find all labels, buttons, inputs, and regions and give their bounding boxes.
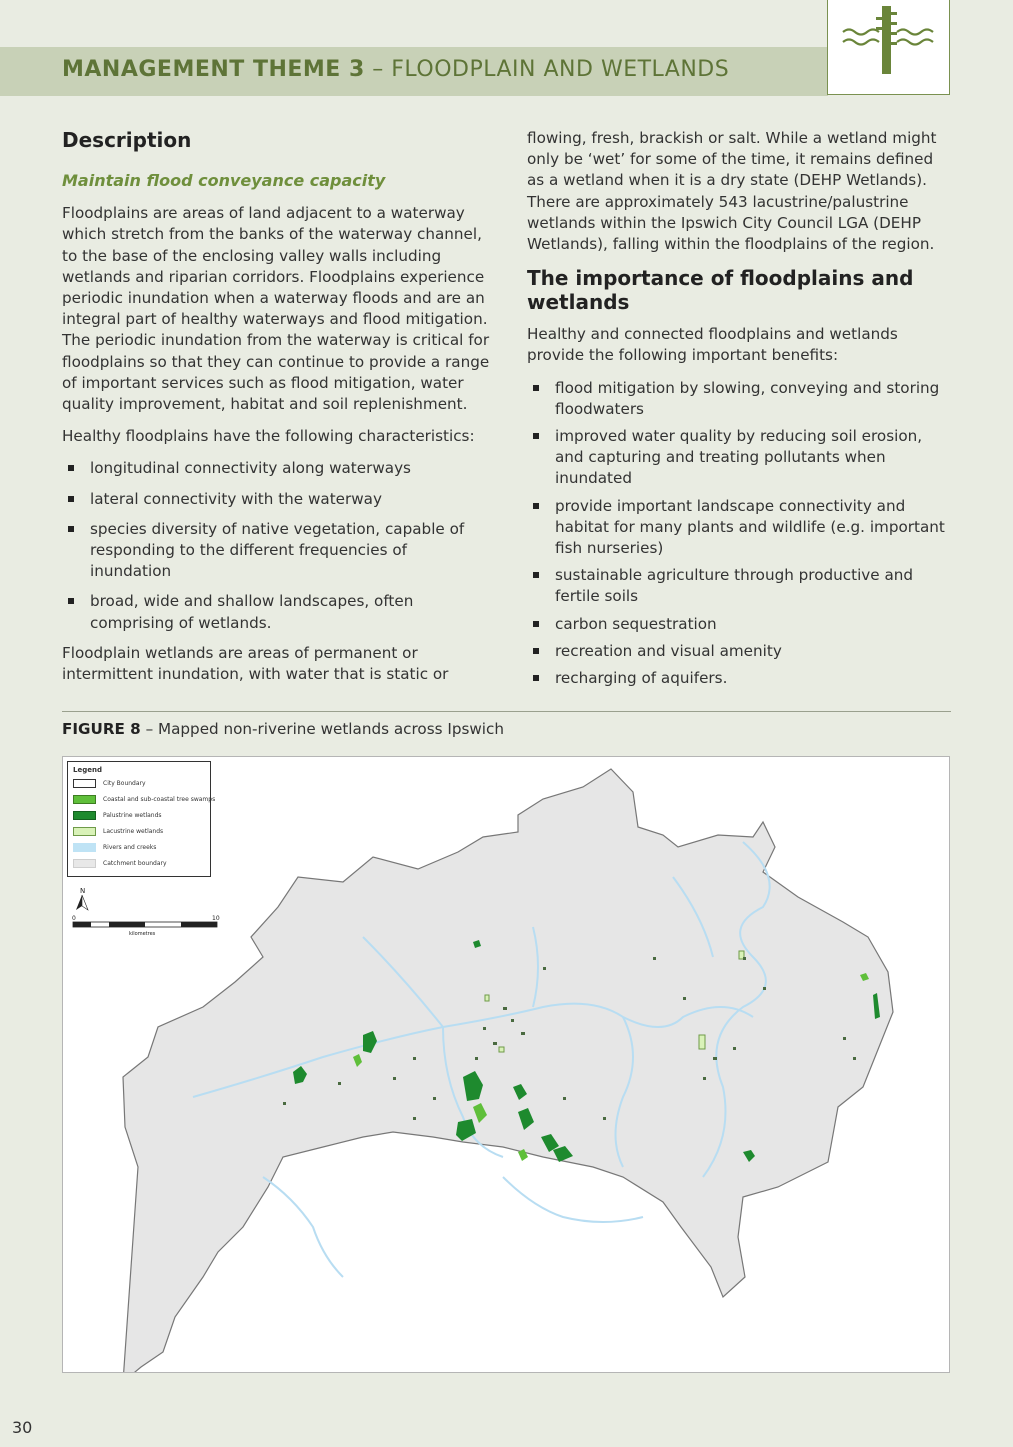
paragraph: Floodplains are areas of land adjacent to a waterway which stretch from the banks of the waterway channel, to the base of the enclosing valley walls including wetlands and riparian corridors. Floodplains experience periodic inundation when a waterway floods and are an integral part of healthy waterways and flood mitigation. The periodic inundation from the waterway is critical for floodplains so that they can continue to provide a range of important services such as flood mitigation, water quality improvement, habitat and soil replenishment.	[62, 204, 490, 414]
legend-swatch	[73, 795, 96, 804]
legend-item	[73, 794, 215, 804]
page-title	[62, 57, 729, 82]
list-item: species diversity of native vegetation, capable of responding to the different frequencies of inundation	[62, 519, 492, 583]
legend-item	[73, 778, 146, 788]
legend-swatch	[73, 779, 96, 788]
list-item: improved water quality by reducing soil erosion, and capturing and treating pollutants when inundated	[527, 426, 952, 490]
list-item: sustainable agriculture through productive and fertile soils	[527, 565, 952, 607]
legend-label: Rivers and creeks	[103, 843, 157, 851]
map-legend	[67, 761, 216, 877]
legend-item	[73, 858, 167, 868]
legend-label: City Boundary	[103, 779, 146, 787]
right-column	[527, 128, 952, 698]
scale-end: 10	[212, 915, 220, 922]
title-separator: –	[364, 57, 392, 82]
scale-unit: kilometres	[129, 931, 156, 937]
list-item: provide important landscape connectivity and habitat for many plants and wildlife (e.g. important fish nurseries)	[527, 496, 952, 560]
benefits-list	[527, 378, 952, 690]
figure-caption-text: Mapped non-riverine wetlands across Ipswich	[158, 720, 504, 738]
legend-label: Lacustrine wetlands	[103, 827, 164, 835]
north-label: N	[80, 887, 86, 895]
description-subheading: Maintain flood conveyance capacity	[62, 171, 386, 190]
legend-label: Coastal and sub-coastal tree swamps	[103, 795, 216, 803]
legend-swatch	[73, 843, 96, 852]
north-arrow-icon	[71, 885, 221, 937]
theme-icon-box	[827, 0, 950, 95]
legend-item	[73, 810, 162, 820]
list-item: longitudinal connectivity along waterways	[62, 458, 492, 479]
paragraph: flowing, fresh, brackish or salt. While a wetland might only be ‘wet’ for some of the time, it remains defined as a wetland when it is a dry state (DEHP Wetlands). There are approximately 543 lacustrine/palustrine wetlands within the Ipswich City Council LGA (DEHP Wetlands), falling within the floodplains of the region.	[527, 129, 937, 254]
list-item: recharging of aquifers.	[527, 668, 952, 689]
scale-bar	[71, 885, 221, 941]
legend-item	[73, 842, 156, 852]
city-boundary	[123, 769, 893, 1372]
legend-label: Catchment boundary	[103, 859, 167, 867]
list-item: recreation and visual amenity	[527, 641, 952, 662]
paragraph: Healthy and connected floodplains and wetlands provide the following important benefits:	[527, 325, 898, 365]
theme-label: MANAGEMENT THEME 3	[62, 57, 365, 82]
list-item: carbon sequestration	[527, 614, 952, 635]
scale-start: 0	[72, 915, 76, 922]
legend-item	[73, 826, 163, 836]
legend-swatch	[73, 811, 96, 820]
characteristics-list	[62, 458, 492, 633]
description-heading: Description	[62, 128, 192, 152]
legend-swatch	[73, 827, 96, 836]
paragraph: Floodplain wetlands are areas of permanent or intermittent inundation, with water that is static or	[62, 643, 449, 684]
theme-name: FLOODPLAIN AND WETLANDS	[391, 57, 730, 82]
wetlands-map	[62, 756, 950, 1373]
paragraph: Healthy floodplains have the following characteristics:	[62, 427, 475, 446]
legend-label: Palustrine wetlands	[103, 811, 162, 819]
figure-caption	[62, 720, 504, 738]
left-column	[62, 128, 492, 696]
legend-title: Legend	[73, 766, 102, 774]
figure-divider	[62, 711, 951, 712]
list-item: broad, wide and shallow landscapes, often comprising of wetlands.	[62, 591, 492, 633]
list-item: flood mitigation by slowing, conveying and storing floodwaters	[527, 378, 952, 420]
page-number: 30	[12, 1418, 33, 1437]
importance-heading: The importance of floodplains and wetlands	[527, 266, 914, 315]
figure-label: FIGURE 8	[62, 720, 141, 738]
legend-swatch	[73, 859, 96, 868]
caption-separator: –	[140, 720, 158, 738]
list-item: lateral connectivity with the waterway	[62, 489, 492, 510]
floodplain-gauge-icon	[841, 4, 937, 76]
